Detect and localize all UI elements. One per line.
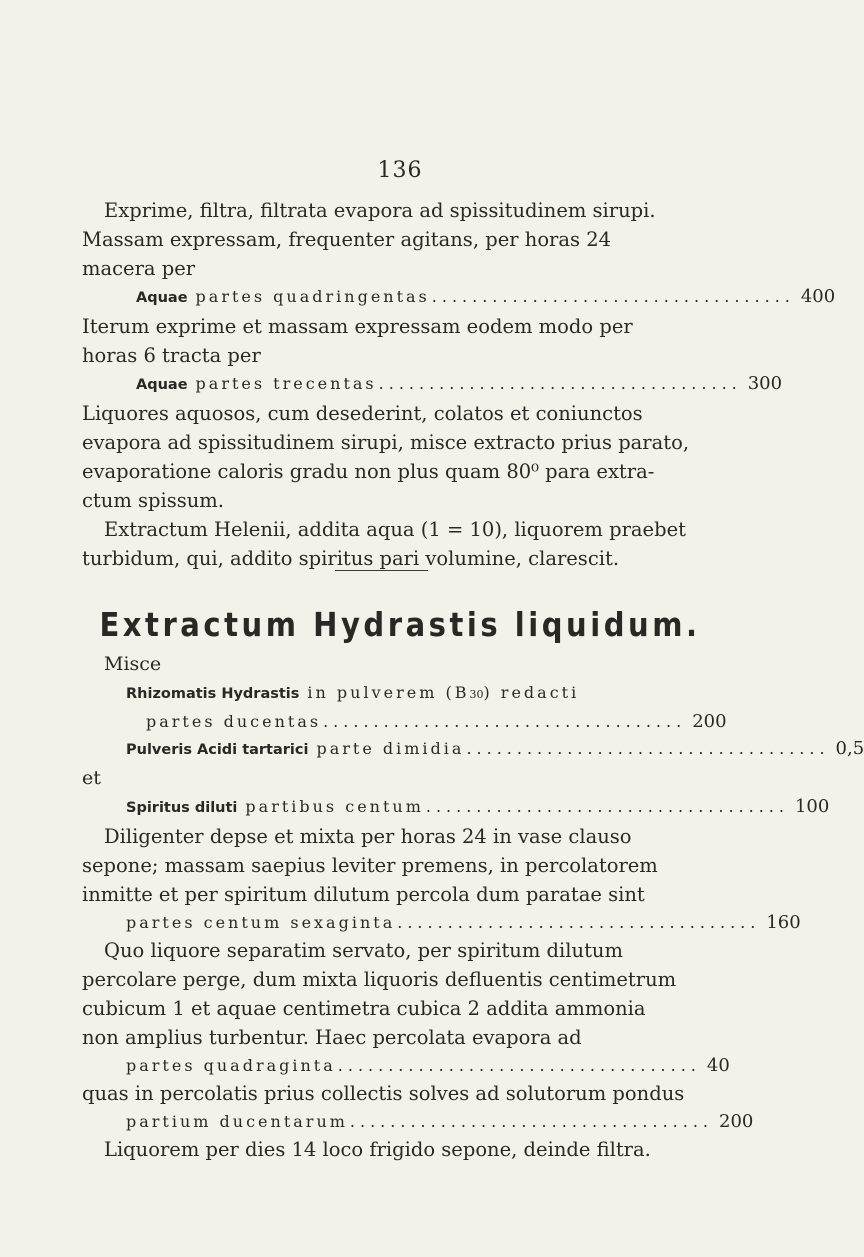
paragraph-line: non amplius turbentur. Haec percolata evapora ad xyxy=(82,1026,582,1049)
section-1-text xyxy=(82,196,836,573)
ingredient-value: 160 xyxy=(766,912,801,933)
dot-leader: .................................... xyxy=(425,797,789,816)
ingredient-line xyxy=(82,708,727,735)
ingredient-value: 300 xyxy=(747,373,783,394)
ingredient-name: Aquae xyxy=(136,290,188,306)
paragraph-line: evaporatione caloris gradu non plus quam 80⁰ para extra- xyxy=(82,460,655,483)
paragraph-line: Liquores aquosos, cum desederint, colatos et coniunctos xyxy=(82,402,643,425)
ingredient-quantity: parte dimidia xyxy=(316,739,465,758)
dot-leader: .................................... xyxy=(431,287,795,306)
dot-leader: .................................... xyxy=(323,712,687,731)
misce-label: Misce xyxy=(104,653,162,675)
ingredient-value: 400 xyxy=(800,286,836,307)
ingredient-name: Rhizomatis Hydrastis xyxy=(126,686,300,702)
ingredient-line xyxy=(82,793,830,822)
paragraph-line: Quo liquore separatim servato, per spiritum dilutum xyxy=(104,939,623,962)
ingredient-value: 200 xyxy=(719,1111,754,1132)
dot-leader: .................................... xyxy=(397,913,761,932)
paragraph-line: turbidum, qui, addito spiritus pari volumine, clarescit. xyxy=(82,547,620,570)
paragraph-line: macera per xyxy=(82,257,196,280)
section-title: Extractum Hydrastis liquidum. xyxy=(99,605,701,644)
ingredient-line xyxy=(82,1108,754,1135)
paragraph-line: Extractum Helenii, addita aqua (1 = 10), liquorem praebet xyxy=(104,518,686,541)
ingredient-quantity: partium ducentarum xyxy=(126,1112,348,1131)
paragraph-line: quas in percolatis prius collectis solves ad solutorum pondus xyxy=(82,1082,685,1105)
paragraph-line: evapora ad spissitudinem sirupi, misce extracto prius parato, xyxy=(82,431,690,454)
ingredient-name: Spiritus diluti xyxy=(126,800,238,816)
dot-leader: .................................... xyxy=(466,739,830,758)
section-divider xyxy=(335,570,428,571)
paragraph-line: Liquorem per dies 14 loco frigido sepone, deinde filtra. xyxy=(104,1138,651,1161)
ingredient-quantity: partes quadringentas xyxy=(195,287,430,306)
dot-leader: .................................... xyxy=(378,374,742,393)
ingredient-quantity-tail: ) redacti xyxy=(483,683,580,702)
page-number: 136 xyxy=(377,158,423,183)
ingredient-quantity: in pulverem (B xyxy=(307,683,470,702)
ingredient-quantity: partes centum sexaginta xyxy=(126,913,396,932)
ingredient-name: Pulveris Acidi tartarici xyxy=(126,742,309,758)
ingredient-quantity: partes ducentas xyxy=(146,712,322,731)
dot-leader: .................................... xyxy=(349,1112,714,1131)
ingredient-name: Aquae xyxy=(136,377,188,393)
paragraph-line: horas 6 tracta per xyxy=(82,344,261,367)
et-label: et xyxy=(82,767,101,789)
paragraph-line: Exprime, filtra, filtrata evapora ad spissitudinem sirupi. xyxy=(104,199,656,222)
ingredient-subscript: 30 xyxy=(469,688,484,701)
paragraph-line: percolare perge, dum mixta liquoris defluentis centimetrum xyxy=(82,968,677,991)
paragraph-line: Iterum exprime et massam expressam eodem modo per xyxy=(82,315,633,338)
ingredient-value: 200 xyxy=(692,711,727,732)
paragraph-line: cubicum 1 et aquae centimetra cubica 2 addita ammonia xyxy=(82,997,646,1020)
ingredient-value: 100 xyxy=(794,796,830,817)
section-2-text xyxy=(82,650,864,1164)
ingredient-line xyxy=(82,735,864,764)
paragraph-line: sepone; massam saepius leviter premens, in percolatorem xyxy=(82,854,658,877)
ingredient-quantity: partes trecentas xyxy=(195,374,377,393)
ingredient-value: 0,5 xyxy=(835,738,864,759)
paragraph-line: ctum spissum. xyxy=(82,489,224,512)
ingredient-quantity: partes quadraginta xyxy=(126,1056,336,1075)
ingredient-quantity: partibus centum xyxy=(245,797,424,816)
paragraph-line: Massam expressam, frequenter agitans, per horas 24 xyxy=(82,228,612,251)
ingredient-line xyxy=(82,1052,730,1079)
paragraph-line: Diligenter depse et mixta per horas 24 in vase clauso xyxy=(104,825,632,848)
ingredient-line xyxy=(82,679,722,708)
dot-leader: .................................... xyxy=(337,1056,701,1075)
ingredient-value: 40 xyxy=(706,1055,730,1076)
paragraph-line: inmitte et per spiritum dilutum percola dum paratae sint xyxy=(82,883,645,906)
ingredient-line xyxy=(82,909,801,936)
ingredient-line xyxy=(82,283,836,312)
ingredient-line xyxy=(82,370,783,399)
